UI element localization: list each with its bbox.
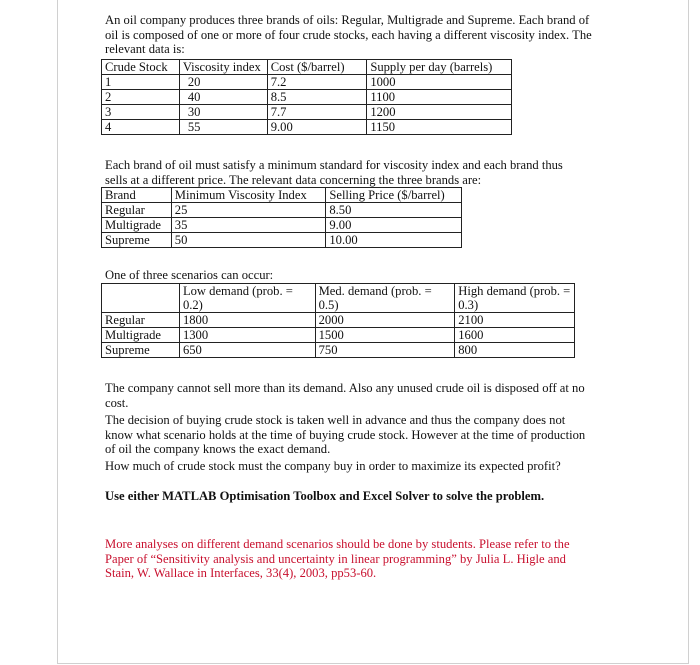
table-cell: 50 xyxy=(171,233,326,248)
decision-paragraph: The decision of buying crude stock is taken well in advance and thus the company does not know what scenario holds at the time of buying crude stock. However at the time of production of oil the company knows the exact demand. xyxy=(105,413,586,457)
header-cell: Minimum Viscosity Index xyxy=(171,188,326,203)
table-cell: Regular xyxy=(102,203,172,218)
table-cell: 40 xyxy=(179,90,267,105)
table-cell: 55 xyxy=(179,120,267,135)
table-header-row xyxy=(102,188,462,203)
table-cell: 1800 xyxy=(179,313,315,328)
scenario-paragraph: One of three scenarios can occur: xyxy=(105,268,274,282)
table-cell: 2000 xyxy=(315,313,455,328)
table-cell: 10.00 xyxy=(326,233,462,248)
table-cell: 8.50 xyxy=(326,203,462,218)
table-cell: 9.00 xyxy=(326,218,462,233)
table-cell: Multigrade xyxy=(102,328,180,343)
table-cell: 25 xyxy=(171,203,326,218)
header-cell xyxy=(102,284,180,313)
table-cell: 4 xyxy=(102,120,180,135)
table-cell: 1 xyxy=(102,75,180,90)
instruction-text: Use either MATLAB Optimisation Toolbox and Excel Solver to solve the problem. xyxy=(105,489,545,503)
table-row xyxy=(102,343,575,358)
table-cell: 750 xyxy=(315,343,455,358)
table-row xyxy=(102,233,462,248)
table-cell: 1300 xyxy=(179,328,315,343)
table-cell: 1500 xyxy=(315,328,455,343)
table-cell: 2 xyxy=(102,90,180,105)
table-row xyxy=(102,328,575,343)
table-cell: 9.00 xyxy=(267,120,367,135)
table-row xyxy=(102,313,575,328)
table-row xyxy=(102,218,462,233)
header-cell: Viscosity index xyxy=(179,60,267,75)
table-row xyxy=(102,105,512,120)
table-row xyxy=(102,120,512,135)
table-cell: 2100 xyxy=(455,313,575,328)
table-cell: Supreme xyxy=(102,233,172,248)
table-cell: 20 xyxy=(179,75,267,90)
crude-stock-table xyxy=(101,59,512,135)
header-cell: Med. demand (prob. = 0.5) xyxy=(315,284,455,313)
table-cell: 1100 xyxy=(367,90,512,105)
table-cell: 3 xyxy=(102,105,180,120)
brand-table xyxy=(101,187,462,248)
table-row xyxy=(102,203,462,218)
table-cell: 30 xyxy=(179,105,267,120)
brand-paragraph: Each brand of oil must satisfy a minimum standard for viscosity index and each brand thus sells at a different price. The relevant data concerning the three brands are: xyxy=(105,158,563,187)
header-cell: Supply per day (barrels) xyxy=(367,60,512,75)
table-cell: 7.7 xyxy=(267,105,367,120)
header-cell: Selling Price ($/barrel) xyxy=(326,188,462,203)
header-cell: Crude Stock xyxy=(102,60,180,75)
header-cell: Cost ($/barrel) xyxy=(267,60,367,75)
table-cell: 650 xyxy=(179,343,315,358)
table-cell: 35 xyxy=(171,218,326,233)
table-cell: Multigrade xyxy=(102,218,172,233)
table-cell: 1150 xyxy=(367,120,512,135)
table-header-row xyxy=(102,284,575,313)
table-cell: 8.5 xyxy=(267,90,367,105)
table-cell: 1200 xyxy=(367,105,512,120)
table-row xyxy=(102,75,512,90)
header-cell: High demand (prob. = 0.3) xyxy=(455,284,575,313)
table-cell: 1600 xyxy=(455,328,575,343)
question-paragraph: How much of crude stock must the company buy in order to maximize its expected profit? xyxy=(105,459,561,473)
table-cell: 800 xyxy=(455,343,575,358)
table-row xyxy=(102,90,512,105)
scenario-table xyxy=(101,283,575,358)
table-cell: 1000 xyxy=(367,75,512,90)
intro-paragraph: An oil company produces three brands of oils: Regular, Multigrade and Supreme. Each brand of oil is composed of one or more of four crude stocks, each having a different viscosity index. The relevant data is: xyxy=(105,13,592,57)
demand-paragraph: The company cannot sell more than its demand. Also any unused crude oil is disposed off at no cost. xyxy=(105,381,585,410)
table-cell: Supreme xyxy=(102,343,180,358)
table-header-row xyxy=(102,60,512,75)
table-cell: Regular xyxy=(102,313,180,328)
table-cell: 7.2 xyxy=(267,75,367,90)
header-cell: Low demand (prob. = 0.2) xyxy=(179,284,315,313)
reference-note: More analyses on different demand scenarios should be done by students. Please refer to the Paper of “Sensitivity analysis and uncertainty in linear programming” by Julia L. Higle and Stain, W. Wallace in Interfaces, 33(4), 2003, pp53-60. xyxy=(105,537,570,581)
header-cell: Brand xyxy=(102,188,172,203)
